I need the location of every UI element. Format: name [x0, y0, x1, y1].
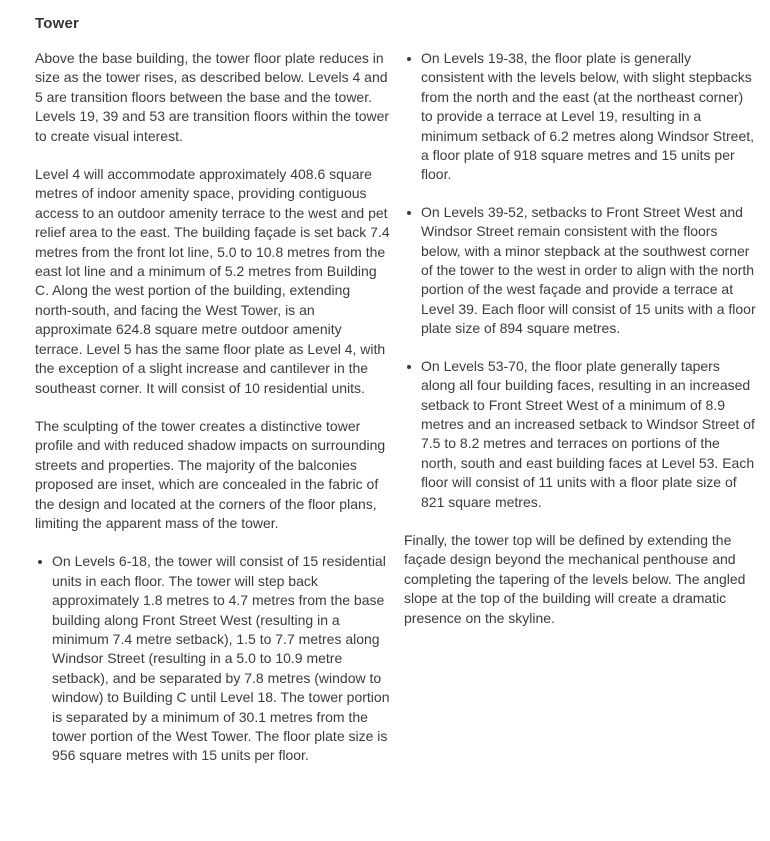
two-column-layout: [35, 49, 757, 785]
bullet-list-right: [404, 49, 757, 512]
paragraph-intro: Above the base building, the tower floor plate reduces in size as the tower rises, as described below. Levels 4 and 5 are transition floors between the base and the tower. Levels 19, 39 and 53 are transition floors within the tower to create visual interest.: [35, 50, 390, 144]
bullet-list-left: [35, 552, 390, 765]
page-title: Tower: [35, 15, 80, 32]
paragraph-level-4-5: Level 4 will accommodate approximately 408.6 square metres of indoor amenity space, providing contiguous access to an outdoor amenity terrace to the west and pet relief area to the east. The building façade is set back 7.4 metres from the front lot line, 5.0 to 10.8 metres from the east lot line and a minimum of 5.2 metres from Building C. Along the west portion of the building, extending north-south, and facing the West Tower, is an approximate 624.8 square metre outdoor amenity terrace. Level 5 has the same floor plate as Level 4, with the exception of a slight increase and cantilever in the southeast corner. It will consist of 10 residential units.: [35, 166, 390, 396]
right-column: [404, 49, 757, 628]
list-item-levels-6-18: On Levels 6-18, the tower will consist of 15 residential units in each floor. The tower will step back approximately 1.8 metres to 4.7 metres from the base building along Front Street West (resulting in a minimum 7.4 metre setback), 1.5 to 7.7 metres along Windsor Street (resulting in a 5.0 to 10.9 metre setback), and be separated by 7.8 metres (window to window) to Building C until Level 18. The tower portion is separated by a minimum of 30.1 metres from the tower portion of the West Tower. The floor plate size is 956 square metres with 15 units per floor.: [35, 552, 390, 765]
left-column: [35, 49, 390, 785]
list-item-levels-53-70: On Levels 53-70, the floor plate generally tapers along all four building faces, resulting in an increased setback to Front Street West of a minimum of 8.9 metres and an increased setback to Windsor Street of 7.5 to 8.2 metres and terraces on portions of the north, south and east building faces at Level 53. Each floor will consist of 11 units with a floor plate size of 821 square metres.: [404, 357, 757, 512]
paragraph-tower-top: Finally, the tower top will be defined by extending the façade design beyond the mechanical penthouse and completing the tapering of the levels below. The angled slope at the top of the building will create a dramatic presence on the skyline.: [404, 531, 746, 626]
list-item-levels-39-52: On Levels 39-52, setbacks to Front Street West and Windsor Street remain consistent with the floors below, with a minor stepback at the southwest corner of the tower to the west in order to align with the north portion of the west façade and provide a terrace at Level 39. Each floor will consist of 15 units with a floor plate size of 894 square metres.: [404, 203, 757, 339]
list-item-levels-19-38: On Levels 19-38, the floor plate is generally consistent with the levels below, with slight stepbacks from the north and the east (at the northeast corner) to provide a terrace at Level 19, resulting in a minimum setback of 6.2 metres along Windsor Street, a floor plate of 918 square metres and 15 units per floor.: [404, 49, 757, 185]
paragraph-sculpting: The sculpting of the tower creates a distinctive tower profile and with reduced shadow impacts on surrounding streets and properties. The majority of the balconies proposed are inset, which are concealed in the fabric of the design and located at the corners of the floor plans, limiting the apparent mass of the tower.: [35, 417, 386, 531]
